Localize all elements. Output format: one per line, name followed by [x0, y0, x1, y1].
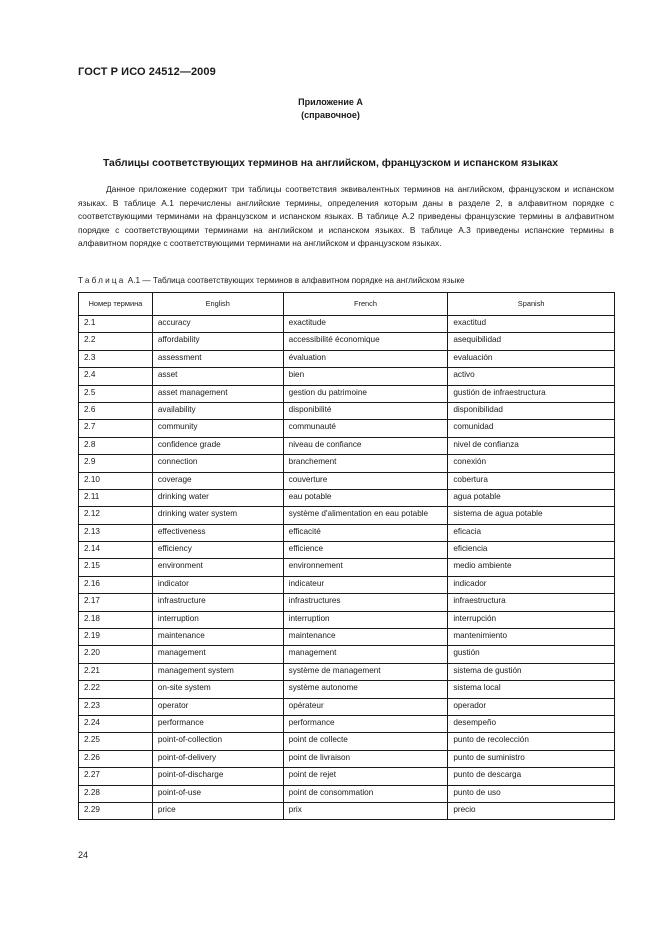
french-term-cell: infrastructures [283, 594, 448, 611]
annex-subtitle: (справочное) [301, 110, 360, 120]
table-caption [78, 276, 465, 285]
french-term-cell: point de collecte [283, 733, 448, 750]
table-row [79, 524, 615, 541]
table-row [79, 681, 615, 698]
french-term-cell: indicateur [283, 576, 448, 593]
french-term-cell: branchement [283, 455, 448, 472]
term-number-cell: 2.21 [79, 663, 153, 680]
french-term-cell: exactitude [283, 316, 448, 333]
spanish-term-cell: exactitud [448, 316, 615, 333]
term-number-cell: 2.7 [79, 420, 153, 437]
term-number-cell: 2.20 [79, 646, 153, 663]
french-term-cell: point de consommation [283, 785, 448, 802]
table-body [79, 316, 615, 820]
french-term-cell: efficacité [283, 524, 448, 541]
spanish-term-cell: cobertura [448, 472, 615, 489]
table-row [79, 629, 615, 646]
page-number: 24 [78, 850, 89, 860]
spanish-term-cell: sistema de agua potable [448, 507, 615, 524]
term-number-cell: 2.24 [79, 715, 153, 732]
spanish-term-cell: disponibilidad [448, 402, 615, 419]
french-term-cell: disponibilité [283, 402, 448, 419]
term-number-cell: 2.29 [79, 802, 153, 819]
french-term-cell: environnement [283, 559, 448, 576]
term-number-cell: 2.28 [79, 785, 153, 802]
spanish-term-cell: precio [448, 802, 615, 819]
term-number-cell: 2.10 [79, 472, 153, 489]
annex-title: Приложение А [298, 97, 363, 107]
french-term-cell: point de rejet [283, 768, 448, 785]
column-header-spanish: Spanish [448, 293, 615, 316]
term-number-cell: 2.6 [79, 402, 153, 419]
french-term-cell: opérateur [283, 698, 448, 715]
term-number-cell: 2.16 [79, 576, 153, 593]
english-term-cell: effectiveness [152, 524, 283, 541]
table-row [79, 316, 615, 333]
term-number-cell: 2.17 [79, 594, 153, 611]
table-row [79, 489, 615, 506]
spanish-term-cell: operador [448, 698, 615, 715]
english-term-cell: operator [152, 698, 283, 715]
french-term-cell: système d'alimentation en eau potable [283, 507, 448, 524]
french-term-cell: management [283, 646, 448, 663]
intro-paragraph: Данное приложение содержит три таблицы соответствия эквивалентных терминов на английском, французском и испанском языках. В таблице А.1 перечислены английские термины, определения которым даны в разделе 2, в алфавитном порядке с соответствующими терминами на французском и испанском языках. В таблице А.2 приведены французские термины в алфавитном порядке с соответствующими терминами на английском и испанском языках. В таблице А.3 приведены испанские термины в алфавитном порядке с соответствующими терминами на английском и французском языках. [78, 184, 614, 249]
table-row [79, 368, 615, 385]
spanish-term-cell: punto de suministro [448, 750, 615, 767]
english-term-cell: performance [152, 715, 283, 732]
table-row [79, 576, 615, 593]
table-row [79, 785, 615, 802]
table-row [79, 768, 615, 785]
spanish-term-cell: comunidad [448, 420, 615, 437]
spanish-term-cell: nivel de confianza [448, 437, 615, 454]
english-term-cell: point-of-use [152, 785, 283, 802]
spanish-term-cell: indicador [448, 576, 615, 593]
term-number-cell: 2.23 [79, 698, 153, 715]
term-number-cell: 2.12 [79, 507, 153, 524]
french-term-cell: évaluation [283, 350, 448, 367]
english-term-cell: asset management [152, 385, 283, 402]
table-row [79, 750, 615, 767]
spanish-term-cell: infraestructura [448, 594, 615, 611]
table-caption-text: А.1 — Таблица соответствующих терминов в алфавитном порядке на английском языке [125, 276, 465, 285]
column-header-english: English [152, 293, 283, 316]
english-term-cell: indicator [152, 576, 283, 593]
french-term-cell: performance [283, 715, 448, 732]
term-number-cell: 2.4 [79, 368, 153, 385]
table-row [79, 559, 615, 576]
spanish-term-cell: evaluación [448, 350, 615, 367]
column-header-french: French [283, 293, 448, 316]
table-row [79, 402, 615, 419]
term-number-cell: 2.22 [79, 681, 153, 698]
table-row [79, 663, 615, 680]
english-term-cell: point-of-discharge [152, 768, 283, 785]
spanish-term-cell: eficacia [448, 524, 615, 541]
french-term-cell: point de livraison [283, 750, 448, 767]
french-term-cell: interruption [283, 611, 448, 628]
english-term-cell: environment [152, 559, 283, 576]
spanish-term-cell: punto de recolección [448, 733, 615, 750]
english-term-cell: interruption [152, 611, 283, 628]
term-number-cell: 2.18 [79, 611, 153, 628]
english-term-cell: confidence grade [152, 437, 283, 454]
french-term-cell: niveau de confiance [283, 437, 448, 454]
english-term-cell: asset [152, 368, 283, 385]
table-row [79, 594, 615, 611]
spanish-term-cell: gustión de infraestructura [448, 385, 615, 402]
spanish-term-cell: medio ambiente [448, 559, 615, 576]
spanish-term-cell: conexión [448, 455, 615, 472]
annex-heading [0, 96, 661, 122]
term-number-cell: 2.26 [79, 750, 153, 767]
english-term-cell: assessment [152, 350, 283, 367]
table-row [79, 333, 615, 350]
spanish-term-cell: desempeño [448, 715, 615, 732]
section-title: Таблицы соответствующих терминов на английском, французском и испанском языках [102, 158, 559, 169]
table-row [79, 350, 615, 367]
english-term-cell: efficiency [152, 542, 283, 559]
spanish-term-cell: mantenimiento [448, 629, 615, 646]
term-number-cell: 2.15 [79, 559, 153, 576]
table-row [79, 646, 615, 663]
english-term-cell: point-of-delivery [152, 750, 283, 767]
table-header-row [79, 293, 615, 316]
table-row [79, 542, 615, 559]
spanish-term-cell: interrupción [448, 611, 615, 628]
table-row [79, 507, 615, 524]
english-term-cell: coverage [152, 472, 283, 489]
english-term-cell: accuracy [152, 316, 283, 333]
term-number-cell: 2.1 [79, 316, 153, 333]
table-row [79, 698, 615, 715]
term-number-cell: 2.27 [79, 768, 153, 785]
english-term-cell: drinking water [152, 489, 283, 506]
french-term-cell: gestion du patrimoine [283, 385, 448, 402]
spanish-term-cell: sistema de gustión [448, 663, 615, 680]
english-term-cell: affordability [152, 333, 283, 350]
term-number-cell: 2.11 [79, 489, 153, 506]
spanish-term-cell: agua potable [448, 489, 615, 506]
english-term-cell: infrastructure [152, 594, 283, 611]
english-term-cell: price [152, 802, 283, 819]
english-term-cell: maintenance [152, 629, 283, 646]
term-number-cell: 2.9 [79, 455, 153, 472]
french-term-cell: système autonome [283, 681, 448, 698]
table-row [79, 611, 615, 628]
table-row [79, 472, 615, 489]
spanish-term-cell: activo [448, 368, 615, 385]
term-number-cell: 2.3 [79, 350, 153, 367]
term-number-cell: 2.25 [79, 733, 153, 750]
term-number-cell: 2.8 [79, 437, 153, 454]
table-row [79, 385, 615, 402]
table-row [79, 437, 615, 454]
french-term-cell: efficience [283, 542, 448, 559]
french-term-cell: communauté [283, 420, 448, 437]
table-row [79, 802, 615, 819]
english-term-cell: community [152, 420, 283, 437]
french-term-cell: accessibilité économique [283, 333, 448, 350]
terms-table [78, 292, 615, 820]
term-number-cell: 2.19 [79, 629, 153, 646]
english-term-cell: management [152, 646, 283, 663]
english-term-cell: management system [152, 663, 283, 680]
english-term-cell: point-of-collection [152, 733, 283, 750]
term-number-cell: 2.5 [79, 385, 153, 402]
column-header-number: Номер термина [79, 293, 153, 316]
spanish-term-cell: sistema local [448, 681, 615, 698]
spanish-term-cell: punto de uso [448, 785, 615, 802]
french-term-cell: eau potable [283, 489, 448, 506]
table-row [79, 733, 615, 750]
spanish-term-cell: punto de descarga [448, 768, 615, 785]
term-number-cell: 2.13 [79, 524, 153, 541]
french-term-cell: système de management [283, 663, 448, 680]
english-term-cell: availability [152, 402, 283, 419]
french-term-cell: prix [283, 802, 448, 819]
french-term-cell: couverture [283, 472, 448, 489]
french-term-cell: bien [283, 368, 448, 385]
english-term-cell: on-site system [152, 681, 283, 698]
table-caption-label: Таблица [78, 276, 126, 285]
table-row [79, 455, 615, 472]
spanish-term-cell: gustión [448, 646, 615, 663]
spanish-term-cell: asequibilidad [448, 333, 615, 350]
spanish-term-cell: eficiencia [448, 542, 615, 559]
term-number-cell: 2.14 [79, 542, 153, 559]
table-row [79, 420, 615, 437]
english-term-cell: connection [152, 455, 283, 472]
table-row [79, 715, 615, 732]
standard-designation: ГОСТ Р ИСО 24512—2009 [78, 66, 216, 78]
french-term-cell: maintenance [283, 629, 448, 646]
term-number-cell: 2.2 [79, 333, 153, 350]
english-term-cell: drinking water system [152, 507, 283, 524]
